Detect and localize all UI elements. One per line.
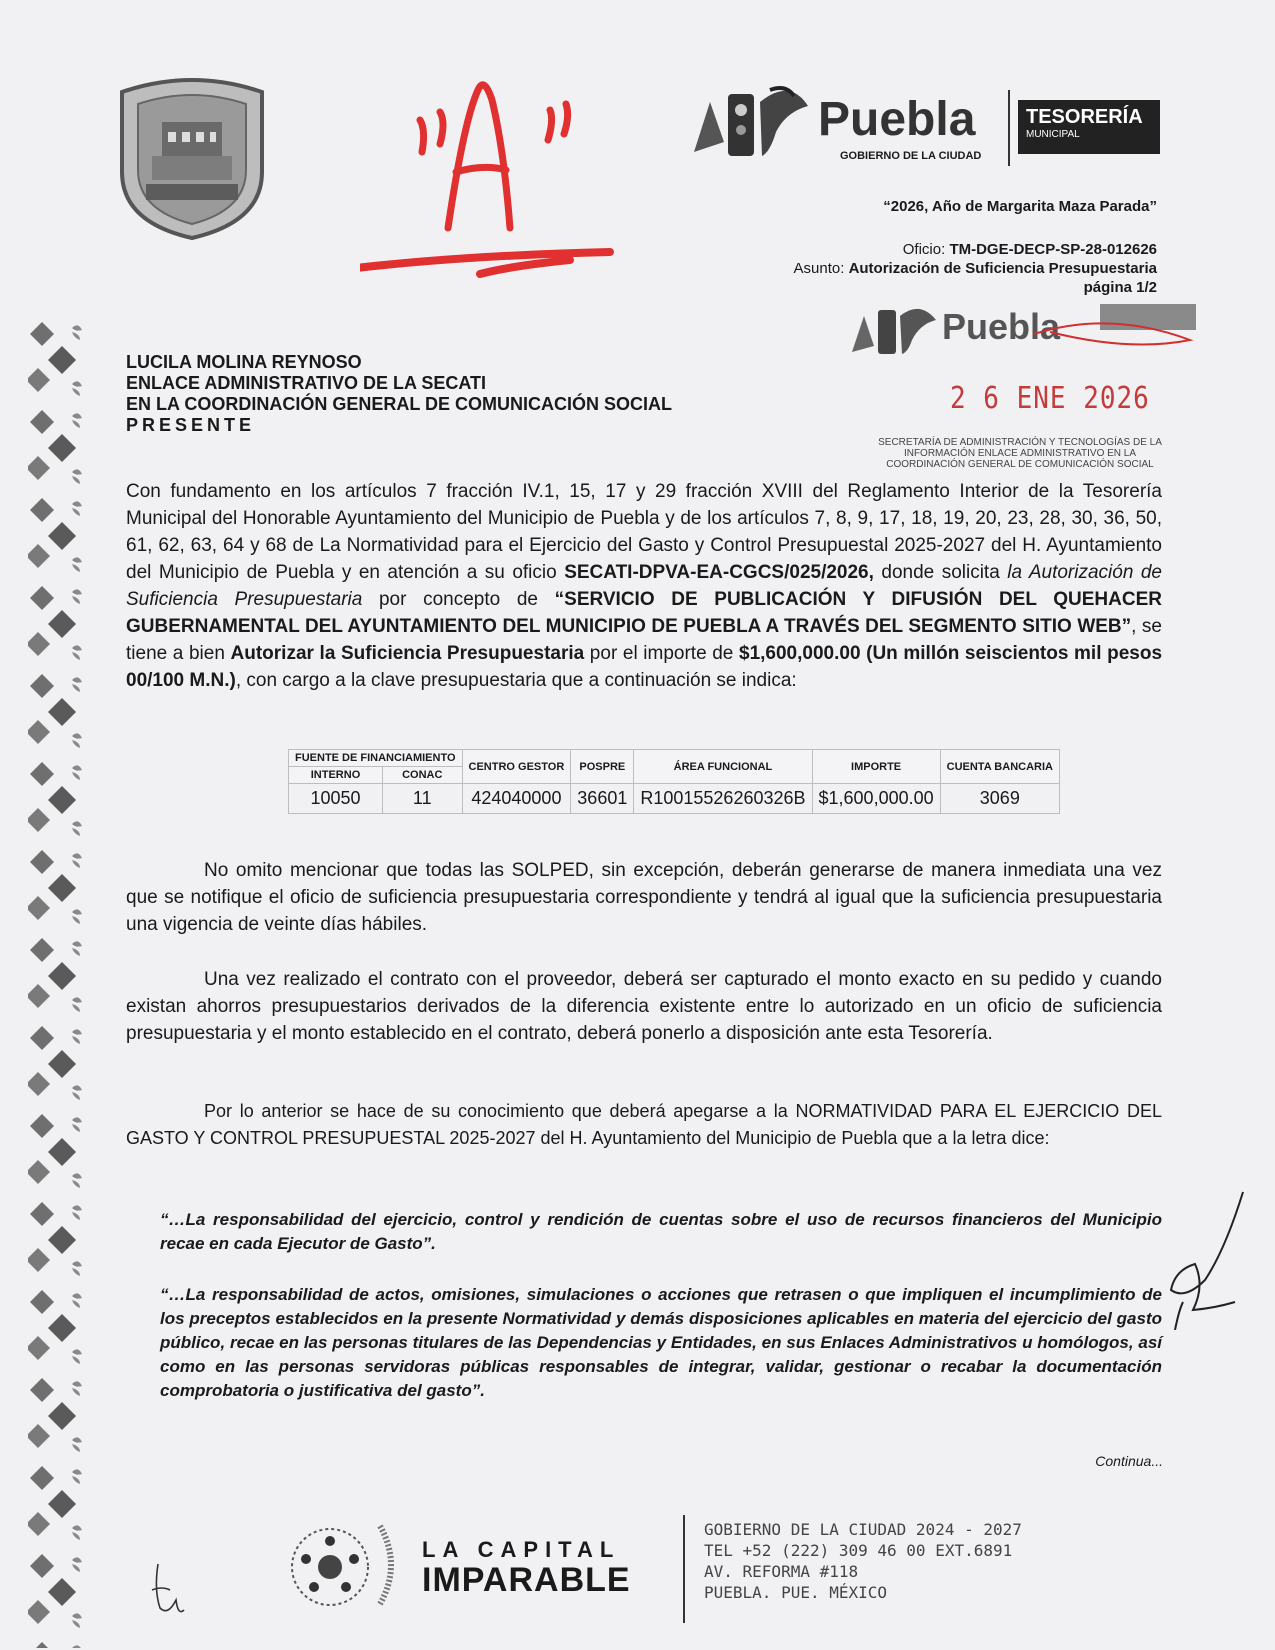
th-conac: CONAC: [383, 767, 463, 784]
address-line: AV. REFORMA #118: [704, 1562, 859, 1581]
th-cuenta: CUENTA BANCARIA: [940, 750, 1059, 784]
p1-italic: la Autorización de Suficiencia Presupuestaria: [126, 562, 1163, 610]
cell-importe: $1,600,000.00: [812, 784, 940, 814]
paragraph-contract: Una vez realizado el contrato con el proveedor, deberá ser capturado el monto exacto en su pedido y cuando existan ahorros presupuestarios derivados de la diferencia existente entre lo autorizado en un oficio de suficiencia presupuestaria y el monto establecido en el contrato, deberá ponerlo a disposición ante esta Tesorería.: [126, 969, 1162, 1044]
paragraph-foundation: [126, 478, 1162, 694]
paragraph-normatividad: Por lo anterior se hace de su conocimiento que deberá apegarse a la NORMATIVIDAD PARA EL EJERCICIO DEL GASTO Y CONTROL PRESUPUESTAL 2025-2027 del H. Ayuntamiento del Municipio de Puebla que a la letra dice:: [126, 1101, 1162, 1148]
p1-text-b: donde solicita: [873, 562, 1008, 583]
p1-authorization: Autorizar la Suficiencia Presupuestaria: [230, 643, 585, 664]
year-motto: “2026, Año de Margarita Maza Parada”: [883, 198, 1157, 215]
address-line: TEL +52 (222) 309 46 00 EXT.6891: [704, 1541, 1013, 1560]
asunto-label: Asunto:: [793, 260, 845, 277]
stamp-red-scribble: [1030, 304, 1200, 354]
certification-text-arc: [376, 1520, 406, 1610]
paragraph-solped: No omito mencionar que todas las SOLPED, sin excepción, deberán generarse de manera inmediata una vez que se notifique el oficio de suficiencia presupuestaria correspondiente y tendrá al igual que la suficiencia presupuestaria una vigencia de veinte días hábiles.: [126, 860, 1162, 935]
footer-address: [704, 1519, 1022, 1603]
logo-department-sub: MUNICIPAL: [1026, 129, 1080, 140]
asunto-text: Autorización de Suficiencia Presupuestaria: [848, 260, 1157, 277]
cell-conac: 11: [383, 784, 463, 814]
th-importe: IMPORTE: [812, 750, 940, 784]
continues-note: Continua...: [1095, 1453, 1163, 1469]
p1-concept: “SERVICIO DE PUBLICACIÓN Y DIFUSIÓN DEL QUEHACER GUBERNAMENTAL DEL AYUNTAMIENTO DEL MUNICIPIO DE PUEBLA A TRAVÉS DEL SEGMENTO SITIO WEB”: [126, 589, 1162, 637]
p1-text-a: Con fundamento en los artículos 7 fracción IV.1, 15, 17 y 29 fracción XVIII del Reglamento Interior de la Tesorería Municipal del Honorable Ayuntamiento del Municipio de Puebla y de los artículos 7, 8, 9, 17, 18, 19, 20, 23, 28, 30, 36, 50, 61, 62, 63, 64 y 68 de La Normatividad para el Ejercicio del Gasto y Control Presupuestal 2025-2027 del H. Ayuntamiento del Municipio de Puebla y en atención a su oficio: [126, 481, 1162, 583]
cell-interno: 10050: [289, 784, 383, 814]
address-line: GOBIERNO DE LA CIUDAD 2024 - 2027: [704, 1520, 1022, 1539]
page-number: página 1/2: [1083, 279, 1157, 296]
p1-amount: $1,600,000.00 (Un millón seiscientos mil pesos 00/100 M.N.): [126, 643, 1163, 691]
th-pospre: POSPRE: [571, 750, 634, 784]
p1-text-c: por concepto de: [362, 589, 555, 610]
initials-scribble: [148, 1560, 188, 1620]
received-stamp-logo: [850, 298, 1196, 364]
labor-equality-seal-icon: [290, 1527, 370, 1607]
puebla-tesoreria-logo: [690, 78, 1160, 174]
handwritten-red-mark: [360, 60, 660, 320]
margin-signature: [1165, 1190, 1245, 1330]
stamp-date: 2 6 ENE 2026: [950, 381, 1150, 417]
recipient-name: LUCILA MOLINA REYNOSO: [126, 352, 362, 372]
address-line: PUEBLA. PUE. MÉXICO: [704, 1583, 888, 1602]
p1-text-d: , se tiene a bien: [126, 616, 1162, 664]
p1-text-f: , con cargo a la clave presupuestaria que a continuación se indica:: [235, 670, 797, 691]
city-seal-logo: [112, 72, 272, 240]
table-row: [289, 784, 1060, 814]
th-interno: INTERNO: [289, 767, 383, 784]
cell-area: R10015526260326B: [634, 784, 812, 814]
cell-pospre: 36601: [571, 784, 634, 814]
logo-department: TESORERÍA: [1026, 106, 1143, 128]
th-area: ÁREA FUNCIONAL: [634, 750, 812, 784]
th-centro: CENTRO GESTOR: [462, 750, 571, 784]
puebla-emblem-icon: [690, 82, 810, 168]
oficio-label: Oficio:: [902, 241, 946, 258]
recipient-present: PRESENTE: [126, 415, 256, 435]
logo-subtitle: GOBIERNO DE LA CIUDAD: [840, 150, 982, 162]
th-fuente: FUENTE DE FINANCIAMIENTO: [289, 750, 463, 767]
quote-responsibility-2: “…La responsabilidad de actos, omisiones, simulaciones o acciones que retrasen o que impliquen el incumplimiento de los preceptos establecidos en la presente Normatividad y demás disposiciones aplicables en materia del ejercicio del gasto público, recae en las personas titulares de las Dependencias y Entidades, en sus Enlaces Administrativos u homólogos, así como en las personas servidoras públicas responsables de integrar, validar, gestionar o recabar la documentación comprobatoria o justificativa del gasto”.: [160, 1285, 1162, 1400]
cell-centro: 424040000: [462, 784, 571, 814]
capital-imparable-brand: [422, 1537, 631, 1597]
recipient-role-1: ENLACE ADMINISTRATIVO DE LA SECATI: [126, 373, 486, 393]
recipient-role-2: EN LA COORDINACIÓN GENERAL DE COMUNICACIÓN SOCIAL: [126, 394, 673, 414]
footer-divider: [683, 1515, 685, 1623]
stamp-emblem-icon: [850, 302, 940, 360]
p1-oficio-reference: SECATI-DPVA-EA-CGCS/025/2026,: [564, 562, 874, 583]
decorative-border-pattern: [28, 318, 90, 1648]
oficio-number: TM-DGE-DECP-SP-28-012626: [949, 241, 1157, 258]
cell-cuenta: 3069: [940, 784, 1059, 814]
oficio-header-block: [794, 240, 1157, 297]
recipient-block: [126, 352, 672, 436]
quote-responsibility-1: “…La responsabilidad del ejercicio, control y rendición de cuentas sobre el uso de recursos financieros del Municipio recae en cada Ejecutor de Gasto”.: [160, 1210, 1162, 1253]
stamp-text: SECRETARÍA DE ADMINISTRACIÓN Y TECNOLOGÍAS DE LA INFORMACIÓN ENLACE ADMINISTRATIVO EN LA COORDINACIÓN GENERAL DE COMUNICACIÓN SOCIAL: [878, 437, 1162, 470]
logo-city-name: Puebla: [818, 93, 976, 146]
budget-key-table: [288, 749, 1060, 814]
brand-line-1: LA CAPITAL: [422, 1537, 621, 1562]
p1-text-e: por el importe de: [584, 643, 739, 664]
brand-line-2: IMPARABLE: [422, 1561, 631, 1599]
stamp-city-name: Puebla: [942, 306, 1061, 347]
